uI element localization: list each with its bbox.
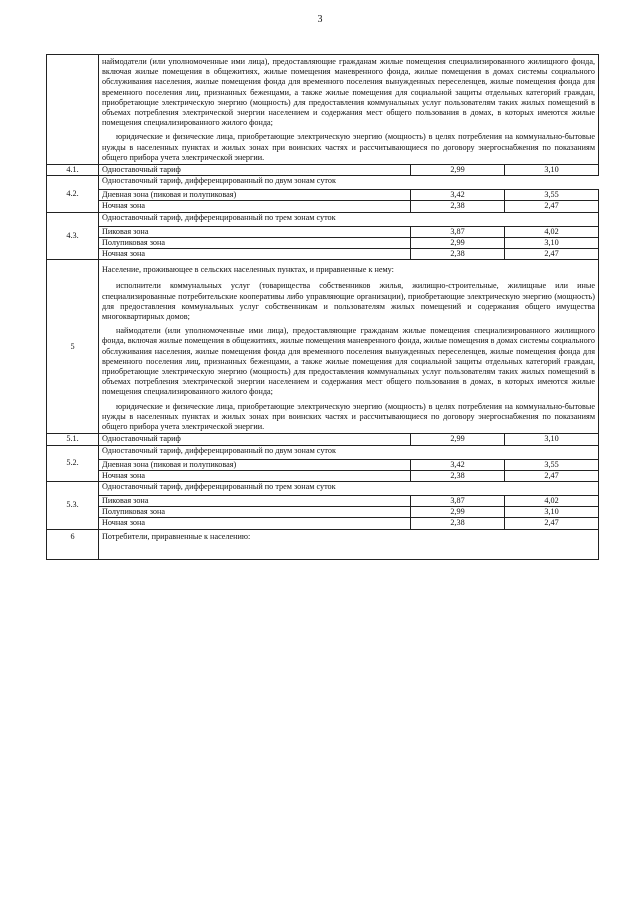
value-cell: 2,99 [411,237,505,248]
table-row [47,226,599,237]
row-header: Одноставочный тариф, дифференцированный по трем зонам суток [99,481,599,495]
table-row [47,518,599,529]
value-cell: 2,99 [411,507,505,518]
value-cell: 2,38 [411,249,505,260]
value-cell: 3,55 [505,190,599,201]
table-row [47,507,599,518]
value-cell: 4,02 [505,226,599,237]
table-row [47,201,599,212]
row-number: 5 [47,260,99,434]
row-label: Дневная зона (пиковая и полупиковая) [99,190,411,201]
value-cell: 2,99 [411,434,505,445]
value-cell: 2,47 [505,201,599,212]
row-label: Одноставочный тариф [99,434,411,445]
value-cell: 2,38 [411,470,505,481]
value-cell: 2,47 [505,470,599,481]
table-row [47,260,599,434]
row-number: 5.3. [47,481,99,529]
row-label: Ночная зона [99,470,411,481]
section-paragraph: юридические и физические лица, приобретающие электрическую энергию (мощность) в целях потребления на коммунально-бытовые нужды в населенных пунктах и жилых зонах при воинских частях и рассчитывающиеся по договору энергоснабжения по показаниям общего прибора учета электрической энергии. [102,401,596,432]
row-header: Одноставочный тариф, дифференцированный по двум зонам суток [99,176,599,190]
row-label: Ночная зона [99,249,411,260]
row-label: Ночная зона [99,201,411,212]
row-number: 6 [47,529,99,559]
row-header: Одноставочный тариф, дифференцированный по двум зонам суток [99,445,599,459]
row-label: Пиковая зона [99,226,411,237]
section-heading: Население, проживающее в сельских населенных пунктах, и приравненные к нему: [102,265,394,275]
intro-paragraph: наймодатели (или уполномоченные ими лица), предоставляющие гражданам жилые помещения специализированного жилищного фонда, включая жилые помещения в общежитиях, жилые помещения маневренного фонда, жилые помещения в домах системы социального обслуживания населения, жилые помещения фонда для временного поселения вынужденных переселенцев, жилые помещения фонда для временного поселения лиц, признанных беженцами, а также жилые помещения для социальной защиты отдельных категорий граждан, приобретающие электрическую энергию (мощность) для предоставления коммунальных услуг пользователям таких жилых помещений в объемах потребления электрической энергии населением и содержания мест общего пользования в домах, в которых имеются жилые помещения специализированного жилого фонда; [102,57,596,128]
section-paragraph: наймодатели (или уполномоченные ими лица), предоставляющие гражданам жилые помещения специализированного жилищного фонда, включая жилые помещения в общежитиях, жилые помещения маневренного фонда, жилые помещения в домах системы социального обслуживания населения, жилые помещения фонда для временного поселения вынужденных переселенцев, жилые помещения фонда для временного поселения лиц, признанных беженцами, а также жилые помещения для социальной защиты отдельных категорий граждан, приобретающие электрическую энергию (мощность) для предоставления коммунальных услуг пользователям таких жилых помещений в объемах потребления электрической энергии населением и содержания мест общего пользования в домах, в которых имеются жилые помещения специализированного жилого фонда; [102,326,596,397]
row-number: 4.3. [47,212,99,260]
table-row [47,470,599,481]
table-row [47,165,599,176]
value-cell: 3,10 [505,507,599,518]
intro-paragraph: юридические и физические лица, приобретающие электрическую энергию (мощность) в целях потребления на коммунально-бытовые нужды в населенных пунктах и жилых зонах при воинских частях и рассчитывающиеся по договору энергоснабжения по показаниям общего прибора учета электрической энергии. [102,132,596,162]
value-cell: 3,10 [505,237,599,248]
value-cell: 3,42 [411,190,505,201]
section-description [99,260,599,434]
table-row [47,481,599,495]
row-label: Пиковая зона [99,495,411,506]
row-number: 5.2. [47,445,99,481]
table-row [47,237,599,248]
table-row [47,190,599,201]
row-label: Потребители, приравненные к населению: [99,529,599,559]
value-cell: 2,47 [505,518,599,529]
value-cell: 3,87 [411,226,505,237]
section-paragraph: исполнители коммунальных услуг (товарищества собственников жилья, жилищно-строительные, жилищные или иные специализированные потребительские кооперативы либо управляющие организации), приобретающие электрическую энергию (мощность) для предоставления коммунальных услуг собственникам и пользователям жилых помещений и содержания общего имущества многоквартирных домов; [102,281,596,322]
table-row [47,445,599,459]
table-row [47,249,599,260]
row-label: Ночная зона [99,518,411,529]
page-number: 3 [317,14,323,25]
value-cell: 3,42 [411,459,505,470]
value-cell: 3,87 [411,495,505,506]
row-number: 5.1. [47,434,99,445]
value-cell: 3,10 [505,165,599,176]
row-number: 4.2. [47,176,99,212]
row-label: Дневная зона (пиковая и полупиковая) [99,459,411,470]
value-cell: 4,02 [505,495,599,506]
table-row [47,176,599,190]
value-cell: 2,99 [411,165,505,176]
value-cell: 2,38 [411,518,505,529]
row-label: Полупиковая зона [99,507,411,518]
table-row [47,459,599,470]
value-cell: 2,47 [505,249,599,260]
tariff-table [46,54,599,560]
table-row [47,529,599,559]
table-row [47,495,599,506]
value-cell: 3,55 [505,459,599,470]
value-cell: 3,10 [505,434,599,445]
row-number: 4.1. [47,165,99,176]
intro-cell [99,55,599,165]
table-row [47,55,599,165]
value-cell: 2,38 [411,201,505,212]
table-row [47,434,599,445]
row-header: Одноставочный тариф, дифференцированный по трем зонам суток [99,212,599,226]
row-label: Одноставочный тариф [99,165,411,176]
table-row [47,212,599,226]
row-label: Полупиковая зона [99,237,411,248]
